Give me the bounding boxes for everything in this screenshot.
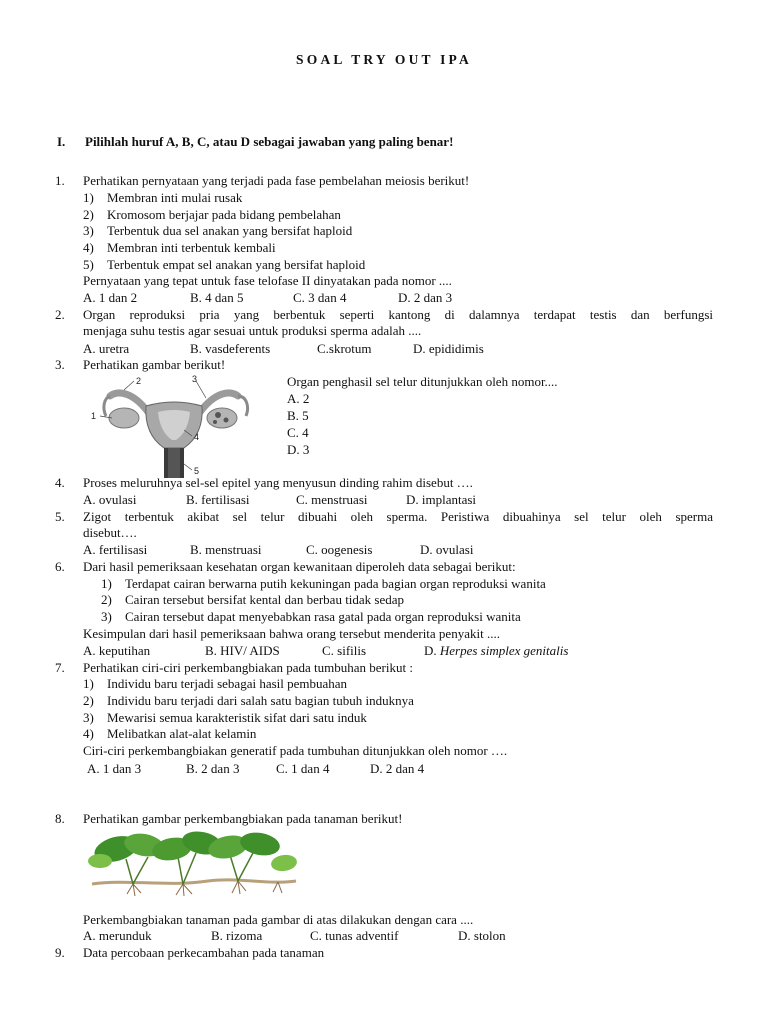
question-number-4: 4. — [55, 475, 65, 490]
figure-label-3: 3 — [192, 374, 198, 384]
figure-label-1: 1 — [91, 411, 97, 421]
q2-option-d[interactable]: D. epididimis — [413, 341, 484, 356]
figure-label-2: 2 — [136, 376, 142, 386]
q1-item-text: Terbentuk dua sel anakan yang bersifat haploid — [107, 223, 353, 238]
stolon-runner — [92, 880, 296, 884]
q5-option-d[interactable]: D. ovulasi — [420, 542, 474, 557]
q6-item-text: Terdapat cairan berwarna putih kekuningan pada bagian organ reproduksi wanita — [125, 576, 546, 591]
leaves — [88, 829, 298, 884]
q7-option-d[interactable]: D. 2 dan 4 — [370, 761, 425, 776]
question-5-text-line2: disebut…. — [83, 525, 137, 540]
q1-item-number: 3) — [83, 223, 94, 238]
q1-option-d[interactable]: D. 2 dan 3 — [398, 290, 453, 305]
question-number-9: 9. — [55, 945, 65, 960]
question-9-text: Data percobaan perkecambahan pada tanaman — [83, 945, 325, 960]
q7-item-number: 4) — [83, 726, 94, 741]
q1-option-a[interactable]: A. 1 dan 2 — [83, 290, 138, 305]
question-6-text: Dari hasil pemeriksaan kesehatan organ kewanitaan diperoleh data sebagai berikut: — [83, 559, 516, 574]
q7-item-text: Individu baru terjadi sebagai hasil pembuahan — [107, 676, 348, 691]
question-1-text: Perhatikan pernyataan yang terjadi pada fase pembelahan meiosis berikut! — [83, 173, 470, 188]
strawberry-stolon-figure — [88, 829, 300, 899]
section-instruction: Pilihlah huruf A, B, C, atau D sebagai jawaban yang paling benar! — [85, 134, 454, 149]
q3-option-d[interactable]: D. 3 — [287, 442, 310, 457]
q7-item-number: 1) — [83, 676, 94, 691]
q1-item-number: 1) — [83, 190, 94, 205]
q4-option-d[interactable]: D. implantasi — [406, 492, 477, 507]
question-number-3: 3. — [55, 357, 65, 372]
figure-label-4: 4 — [194, 432, 200, 442]
question-number-6: 6. — [55, 559, 65, 574]
uterus-drawing — [104, 393, 248, 478]
q7-option-b[interactable]: B. 2 dan 3 — [186, 761, 240, 776]
q3-option-c[interactable]: C. 4 — [287, 425, 309, 440]
section-number: I. — [57, 134, 66, 149]
q6-item-text: Cairan tersebut dapat menyebabkan rasa gatal pada organ reproduksi wanita — [125, 609, 521, 624]
question-6-prompt: Kesimpulan dari hasil pemeriksaan bahwa orang tersebut menderita penyakit .... — [83, 626, 500, 641]
q7-option-a[interactable]: A. 1 dan 3 — [87, 761, 142, 776]
q8-option-b[interactable]: B. rizoma — [211, 928, 263, 943]
question-7-prompt: Ciri-ciri perkembangbiakan generatif pada tumbuhan ditunjukkan oleh nomor …. — [83, 743, 508, 758]
q1-item-number: 2) — [83, 207, 94, 222]
q2-option-c[interactable]: C.skrotum — [317, 341, 372, 356]
q2-option-a[interactable]: A. uretra — [83, 341, 130, 356]
question-3-prompt: Organ penghasil sel telur ditunjukkan oleh nomor.... — [287, 374, 558, 389]
question-number-2: 2. — [55, 307, 65, 322]
q7-item-text: Melibatkan alat-alat kelamin — [107, 726, 257, 741]
question-3-text: Perhatikan gambar berikut! — [83, 357, 226, 372]
question-7-text: Perhatikan ciri-ciri perkembangbiakan pada tumbuhan berikut : — [83, 660, 413, 675]
q6-item-number: 3) — [101, 609, 112, 624]
q6-option-d[interactable] — [424, 643, 568, 659]
question-number-5: 5. — [55, 509, 65, 524]
q3-option-a[interactable]: A. 2 — [287, 391, 310, 406]
question-number-1: 1. — [55, 173, 65, 188]
question-number-7: 7. — [55, 660, 65, 675]
q6-option-c[interactable]: C. sifilis — [322, 643, 367, 658]
question-number-8: 8. — [55, 811, 65, 826]
page-title: SOAL TRY OUT IPA — [296, 52, 472, 67]
q4-option-c[interactable]: C. menstruasi — [296, 492, 368, 507]
q6-option-d-letter: D. — [424, 643, 437, 658]
q8-option-c[interactable]: C. tunas adventif — [310, 928, 399, 943]
q6-item-number: 2) — [101, 592, 112, 607]
q1-option-b[interactable]: B. 4 dan 5 — [190, 290, 244, 305]
q6-item-text: Cairan tersebut bersifat kental dan berbau tidak sedap — [125, 592, 405, 607]
q8-option-d[interactable]: D. stolon — [458, 928, 506, 943]
q4-option-a[interactable]: A. ovulasi — [83, 492, 137, 507]
q5-option-c[interactable]: C. oogenesis — [306, 542, 373, 557]
q8-option-a[interactable]: A. merunduk — [83, 928, 152, 943]
q7-item-text: Individu baru terjadi dari salah satu bagian tubuh induknya — [107, 693, 414, 708]
female-reproductive-organ-figure — [88, 372, 288, 480]
q1-item-text: Membran inti mulai rusak — [107, 190, 243, 205]
q6-option-b[interactable]: B. HIV/ AIDS — [205, 643, 280, 658]
q1-item-text: Membran inti terbentuk kembali — [107, 240, 276, 255]
q1-item-text: Terbentuk empat sel anakan yang bersifat haploid — [107, 257, 366, 272]
q6-item-number: 1) — [101, 576, 112, 591]
figure-label-5: 5 — [194, 466, 200, 476]
question-4-text: Proses meluruhnya sel-sel epitel yang menyusun dinding rahim disebut …. — [83, 475, 473, 490]
q5-option-b[interactable]: B. menstruasi — [190, 542, 262, 557]
q1-item-number: 5) — [83, 257, 94, 272]
q1-item-text: Kromosom berjajar pada bidang pembelahan — [107, 207, 341, 222]
q2-option-b[interactable]: B. vasdeferents — [190, 341, 271, 356]
question-8-prompt: Perkembangbiakan tanaman pada gambar di atas dilakukan dengan cara .... — [83, 912, 474, 927]
q6-option-d-text: Herpes simplex genitalis — [439, 643, 569, 658]
question-2-text-line1: Organ reproduksi pria yang berbentuk seperti kantong di dalamnya terdapat testis dan berfungsi — [83, 307, 713, 322]
question-5-text-line1: Zigot terbentuk akibat sel telur dibuahi oleh sperma. Peristiwa dibuahinya sel telur oleh sperma — [83, 509, 713, 524]
q7-option-c[interactable]: C. 1 dan 4 — [276, 761, 330, 776]
question-8-text: Perhatikan gambar perkembangbiakan pada tanaman berikut! — [83, 811, 403, 826]
q1-option-c[interactable]: C. 3 dan 4 — [293, 290, 347, 305]
q7-item-number: 3) — [83, 710, 94, 725]
q6-option-a[interactable]: A. keputihan — [83, 643, 151, 658]
q5-option-a[interactable]: A. fertilisasi — [83, 542, 148, 557]
q4-option-b[interactable]: B. fertilisasi — [186, 492, 250, 507]
q7-item-text: Mewarisi semua karakteristik sifat dari satu induk — [107, 710, 367, 725]
question-2-text-line2: menjaga suhu testis agar sesuai untuk produksi sperma adalah .... — [83, 323, 422, 338]
question-1-prompt: Pernyataan yang tepat untuk fase telofase II dinyatakan pada nomor .... — [83, 273, 452, 288]
q7-item-number: 2) — [83, 693, 94, 708]
q3-option-b[interactable]: B. 5 — [287, 408, 309, 423]
q1-item-number: 4) — [83, 240, 94, 255]
